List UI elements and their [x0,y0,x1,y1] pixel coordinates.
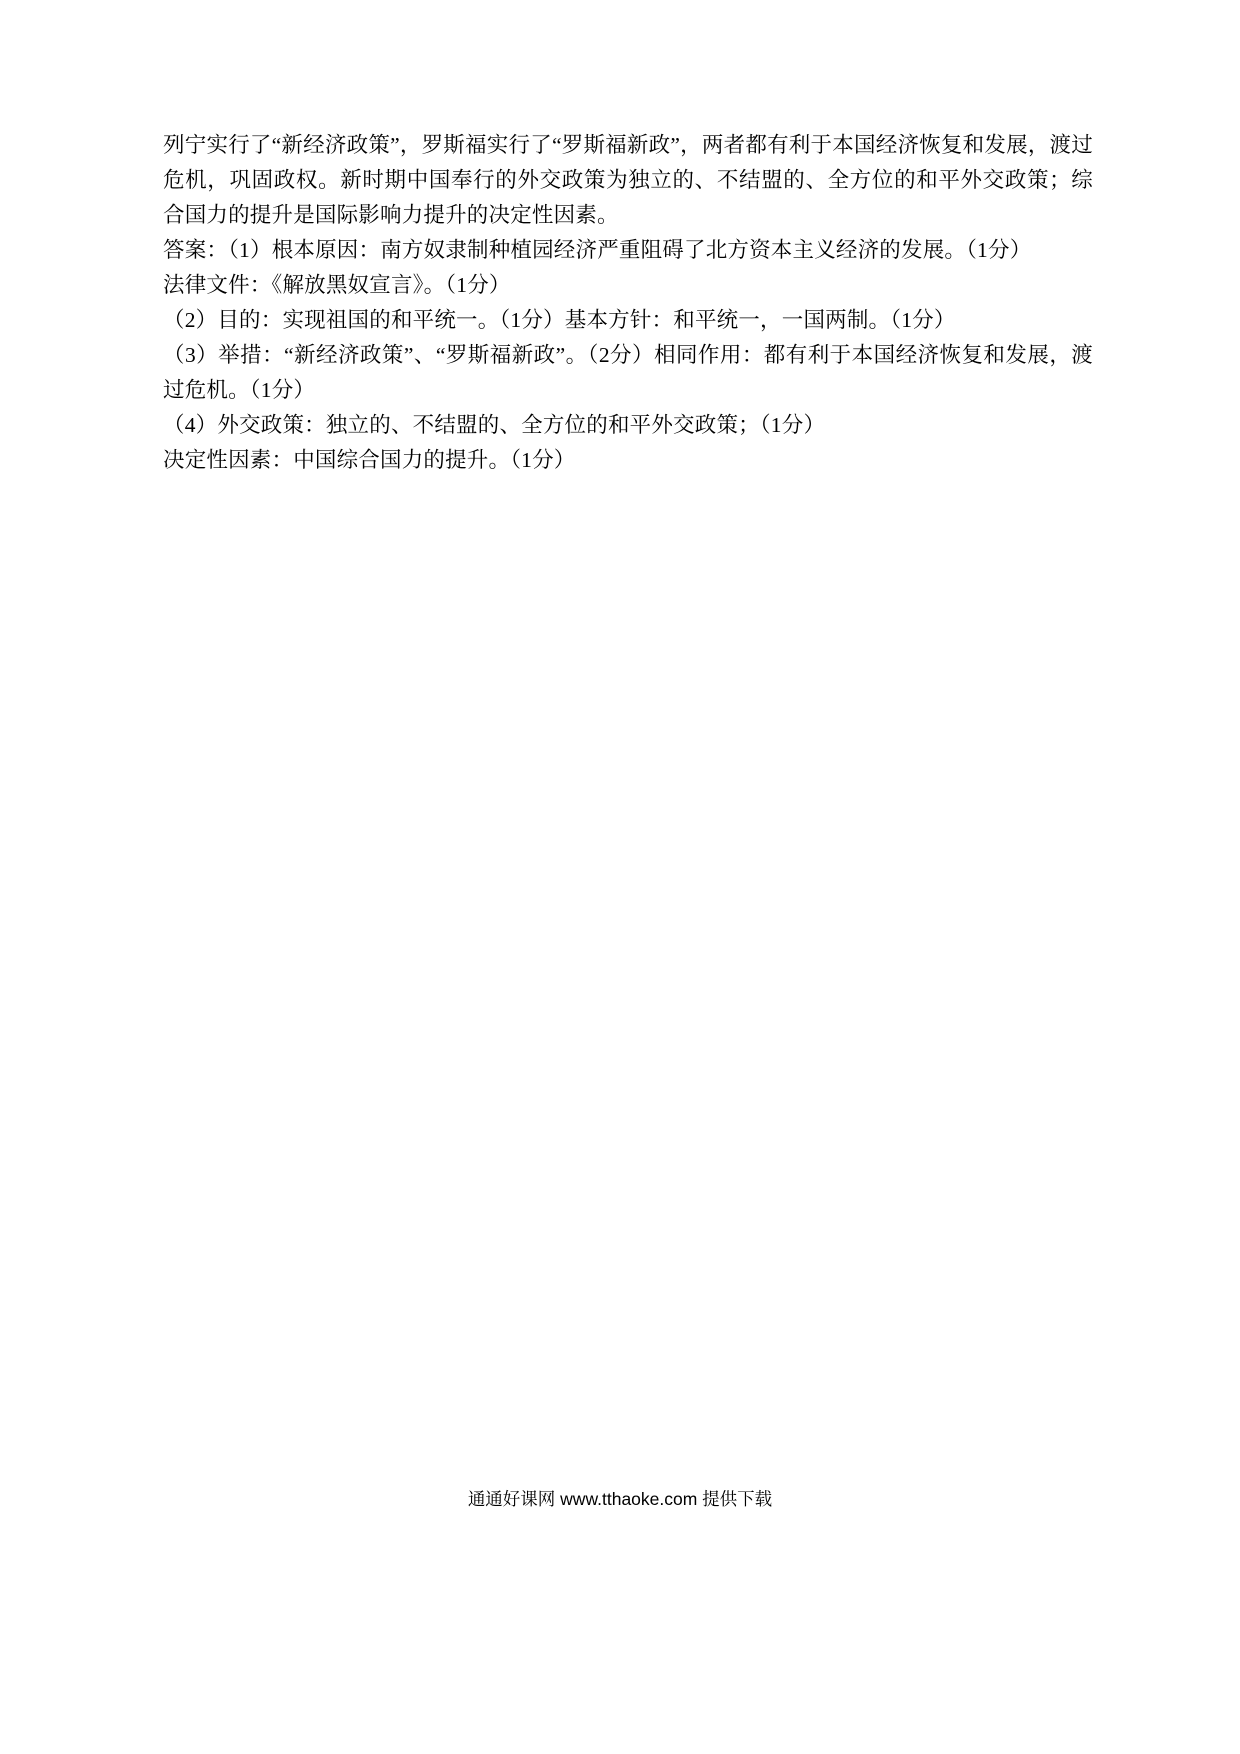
paragraph-intro: 列宁实行了“新经济政策”，罗斯福实行了“罗斯福新政”，两者都有利于本国经济恢复和发展，渡过危机，巩固政权。新时期中国奉行的外交政策为独立的、不结盟的、全方位的和平外交政策；综合国力的提升是国际影响力提升的决定性因素。 [163,133,1093,227]
page-footer [0,1487,1240,1511]
paragraph-answer-3: （3）举措：“新经济政策”、“罗斯福新政”。（2分）相同作用：都有利于本国经济恢复和发展，渡过危机。（1分） [163,343,1093,402]
paragraph-answer-2: （2）目的：实现祖国的和平统一。（1分）基本方针：和平统一，一国两制。（1分） [163,308,956,332]
document-body [163,128,1093,478]
paragraph-answer-4: （4）外交政策：独立的、不结盟的、全方位的和平外交政策；（1分） [163,413,826,437]
paragraph-legal-document: 法律文件：《解放黑奴宣言》。（1分） [163,273,511,297]
paragraph-answer-1: 答案：（1）根本原因：南方奴隶制种植园经济严重阻碍了北方资本主义经济的发展。（1分） [163,238,1032,262]
footer-text: 通通好课网 www.tthaoke.com 提供下载 [467,1489,773,1509]
paragraph-decisive-factor: 决定性因素：中国综合国力的提升。（1分） [163,448,576,472]
